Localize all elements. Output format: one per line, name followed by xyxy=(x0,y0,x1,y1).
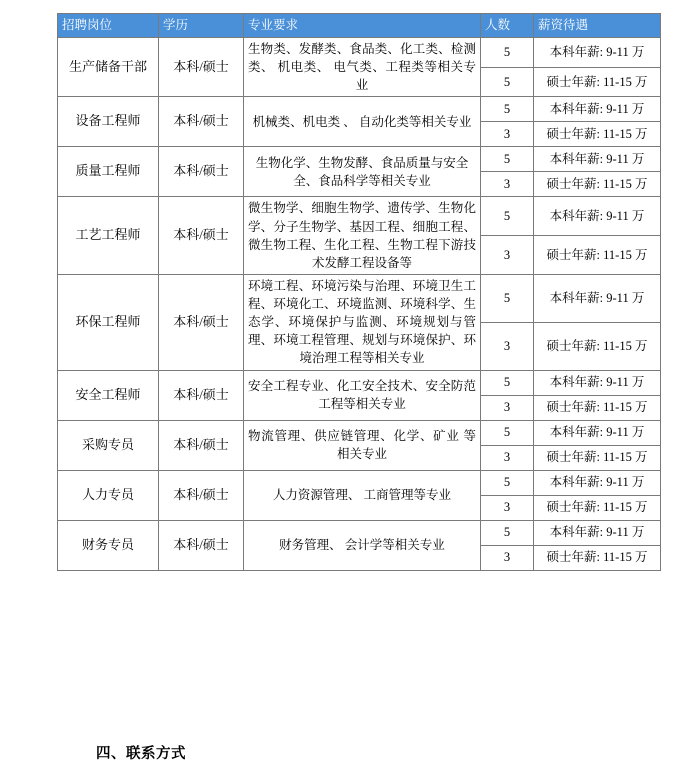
cell-count: 5 xyxy=(481,197,534,236)
cell-count: 3 xyxy=(481,172,534,197)
column-header-major: 专业要求 xyxy=(244,14,481,38)
cell-post: 采购专员 xyxy=(58,420,159,470)
cell-major: 生物类、发酵类、食品类、化工类、检测类、 机电类、 电气类、工程类等相关专业 xyxy=(244,38,481,97)
cell-post: 工艺工程师 xyxy=(58,197,159,275)
cell-education: 本科/硕士 xyxy=(159,370,244,420)
cell-salary: 硕士年薪: 11-15 万 xyxy=(534,395,661,420)
cell-count: 3 xyxy=(481,445,534,470)
table-row xyxy=(58,97,661,122)
cell-count: 5 xyxy=(481,370,534,395)
cell-salary: 本科年薪: 9-11 万 xyxy=(534,520,661,545)
cell-salary: 硕士年薪: 11-15 万 xyxy=(534,122,661,147)
cell-count: 3 xyxy=(481,495,534,520)
cell-education: 本科/硕士 xyxy=(159,520,244,570)
cell-education: 本科/硕士 xyxy=(159,470,244,520)
cell-post: 环保工程师 xyxy=(58,274,159,370)
cell-major: 人力资源管理、 工商管理等专业 xyxy=(244,470,481,520)
cell-salary: 本科年薪: 9-11 万 xyxy=(534,197,661,236)
cell-education: 本科/硕士 xyxy=(159,420,244,470)
cell-salary: 硕士年薪: 11-15 万 xyxy=(534,236,661,275)
table-row xyxy=(58,420,661,445)
cell-count: 5 xyxy=(481,274,534,322)
table-row xyxy=(58,274,661,322)
table-row xyxy=(58,197,661,236)
cell-post: 安全工程师 xyxy=(58,370,159,420)
cell-salary: 本科年薪: 9-11 万 xyxy=(534,97,661,122)
cell-salary: 本科年薪: 9-11 万 xyxy=(534,470,661,495)
cell-salary: 硕士年薪: 11-15 万 xyxy=(534,172,661,197)
cell-education: 本科/硕士 xyxy=(159,197,244,275)
cell-post: 生产储备干部 xyxy=(58,38,159,97)
cell-count: 3 xyxy=(481,545,534,570)
table-header xyxy=(58,14,661,38)
cell-post: 质量工程师 xyxy=(58,147,159,197)
column-header-salary: 薪资待遇 xyxy=(534,14,661,38)
cell-count: 5 xyxy=(481,67,534,97)
cell-count: 5 xyxy=(481,470,534,495)
table-row xyxy=(58,370,661,395)
cell-salary: 本科年薪: 9-11 万 xyxy=(534,370,661,395)
table-row xyxy=(58,520,661,545)
cell-salary: 硕士年薪: 11-15 万 xyxy=(534,495,661,520)
cell-salary: 本科年薪: 9-11 万 xyxy=(534,420,661,445)
cell-major: 环境工程、环境污染与治理、环境卫生工程、环境化工、环境监测、环境科学、生态学、环境保护与监测、环境规划与管理、环境工程管理、规划与环境保护、环境治理工程等相关专业 xyxy=(244,274,481,370)
column-header-education: 学历 xyxy=(159,14,244,38)
cell-major: 安全工程专业、化工安全技术、安全防范工程等相关专业 xyxy=(244,370,481,420)
cell-count: 3 xyxy=(481,322,534,370)
column-header-post: 招聘岗位 xyxy=(58,14,159,38)
cell-count: 5 xyxy=(481,97,534,122)
cell-salary: 本科年薪: 9-11 万 xyxy=(534,274,661,322)
cell-major: 生物化学、生物发酵、食品质量与安全全、食品科学等相关专业 xyxy=(244,147,481,197)
cell-count: 5 xyxy=(481,147,534,172)
table-row xyxy=(58,470,661,495)
cell-major: 财务管理、 会计学等相关专业 xyxy=(244,520,481,570)
cell-post: 设备工程师 xyxy=(58,97,159,147)
table-header-row xyxy=(58,14,661,38)
cell-major: 物流管理、供应链管理、化学、矿业 等相关专业 xyxy=(244,420,481,470)
cell-education: 本科/硕士 xyxy=(159,147,244,197)
recruitment-table xyxy=(57,13,661,571)
cell-count: 3 xyxy=(481,122,534,147)
cell-salary: 硕士年薪: 11-15 万 xyxy=(534,445,661,470)
section-heading-contact: 四、联系方式 xyxy=(96,746,186,762)
cell-major: 机械类、机电类 、 自动化类等相关专业 xyxy=(244,97,481,147)
cell-count: 3 xyxy=(481,236,534,275)
cell-salary: 本科年薪: 9-11 万 xyxy=(534,38,661,68)
table-body xyxy=(58,38,661,571)
cell-education: 本科/硕士 xyxy=(159,274,244,370)
cell-count: 3 xyxy=(481,395,534,420)
cell-count: 5 xyxy=(481,420,534,445)
cell-salary: 硕士年薪: 11-15 万 xyxy=(534,67,661,97)
cell-post: 财务专员 xyxy=(58,520,159,570)
cell-salary: 硕士年薪: 11-15 万 xyxy=(534,322,661,370)
table-row xyxy=(58,147,661,172)
cell-salary: 硕士年薪: 11-15 万 xyxy=(534,545,661,570)
cell-salary: 本科年薪: 9-11 万 xyxy=(534,147,661,172)
cell-major: 微生物学、细胞生物学、遗传学、生物化学、分子生物学、基因工程、细胞工程、微生物工程、生化工程、生物工程下游技术发酵工程设备等 xyxy=(244,197,481,275)
cell-education: 本科/硕士 xyxy=(159,38,244,97)
table-row xyxy=(58,38,661,68)
cell-education: 本科/硕士 xyxy=(159,97,244,147)
cell-post: 人力专员 xyxy=(58,470,159,520)
cell-count: 5 xyxy=(481,520,534,545)
cell-count: 5 xyxy=(481,38,534,68)
column-header-count: 人数 xyxy=(481,14,534,38)
